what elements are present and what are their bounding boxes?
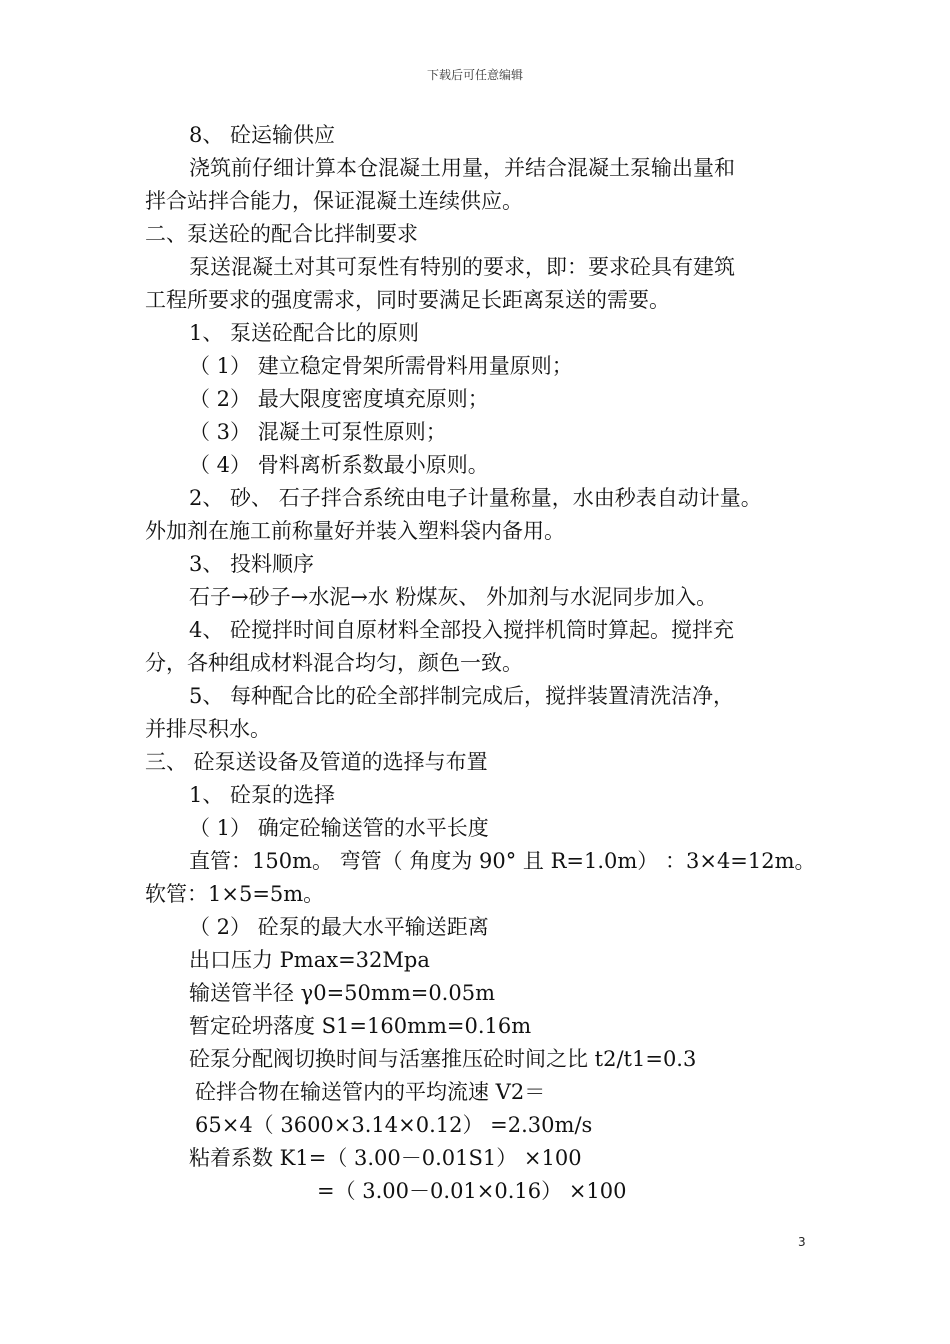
text-line: 软管：1×5=5m。 xyxy=(145,882,325,906)
formula-line: 65×4（ 3600×3.14×0.12） =2.30m/s xyxy=(195,1113,593,1137)
text-line: 4、 砼搅拌时间自原材料全部投入搅拌机筒时算起。搅拌充 xyxy=(189,618,735,642)
text-line: 石子→砂子→水泥→水 粉煤灰、 外加剂与水泥同步加入。 xyxy=(189,585,718,609)
page-number: 3 xyxy=(798,1235,806,1249)
text-line: 并排尽积水。 xyxy=(145,717,271,741)
text-line: 暂定砼坍落度 S1=160mm=0.16m xyxy=(189,1014,532,1038)
text-line: 2、 砂、 石子拌合系统由电子计量称量，水由秒表自动计量。 xyxy=(189,486,762,510)
list-item: （ 1） 建立稳定骨架所需骨料用量原则； xyxy=(189,354,573,378)
text-line: 输送管半径 γ0=50mm=0.05m xyxy=(189,981,495,1005)
text-line: 5、 每种配合比的砼全部拌制完成后，搅拌装置清洗洁净， xyxy=(189,684,735,708)
page-header: 下载后可任意编辑 xyxy=(426,68,523,82)
text-line: 砼拌合物在输送管内的平均流速 V2＝ xyxy=(195,1080,546,1104)
text-line: 砼泵分配阀切换时间与活塞推压砼时间之比 t2/t1=0.3 xyxy=(189,1047,697,1071)
text-line: 分，各种组成材料混合均匀，颜色一致。 xyxy=(145,651,523,675)
text-line: 出口压力 Pmax=32Mpa xyxy=(189,948,430,972)
text-line: 拌合站拌合能力，保证混凝土连续供应。 xyxy=(145,189,523,213)
text-line: 外加剂在施工前称量好并装入塑料袋内备用。 xyxy=(145,519,565,543)
formula-line: =（ 3.00－0.01×0.16） ×100 xyxy=(317,1179,627,1203)
text-line: 8、 砼运输供应 xyxy=(189,123,336,147)
section-heading: 二、泵送砼的配合比拌制要求 xyxy=(145,222,418,246)
formula-line: 粘着系数 K1=（ 3.00－0.01S1） ×100 xyxy=(189,1146,582,1170)
text-line: 工程所要求的强度需求，同时要满足长距离泵送的需要。 xyxy=(145,288,670,312)
list-item: （ 2） 最大限度密度填充原则； xyxy=(189,387,489,411)
list-item: （ 3） 混凝土可泵性原则； xyxy=(189,420,447,444)
list-item: （ 4） 骨料离析系数最小原则。 xyxy=(189,453,489,477)
text-line: 1、 泵送砼配合比的原则 xyxy=(189,321,420,345)
text-line: 泵送混凝土对其可泵性有特别的要求，即：要求砼具有建筑 xyxy=(189,255,735,279)
section-heading: 三、 砼泵送设备及管道的选择与布置 xyxy=(145,750,488,774)
list-item: （ 2） 砼泵的最大水平输送距离 xyxy=(189,915,489,939)
text-line: 浇筑前仔细计算本仓混凝土用量，并结合混凝土泵输出量和 xyxy=(189,156,735,180)
text-line: 1、 砼泵的选择 xyxy=(189,783,336,807)
text-line: 3、 投料顺序 xyxy=(189,552,315,576)
text-line: 直管：150m。 弯管（ 角度为 90° 且 R=1.0m） ：3×4=12m。 xyxy=(189,849,816,873)
list-item: （ 1） 确定砼输送管的水平长度 xyxy=(189,816,489,840)
